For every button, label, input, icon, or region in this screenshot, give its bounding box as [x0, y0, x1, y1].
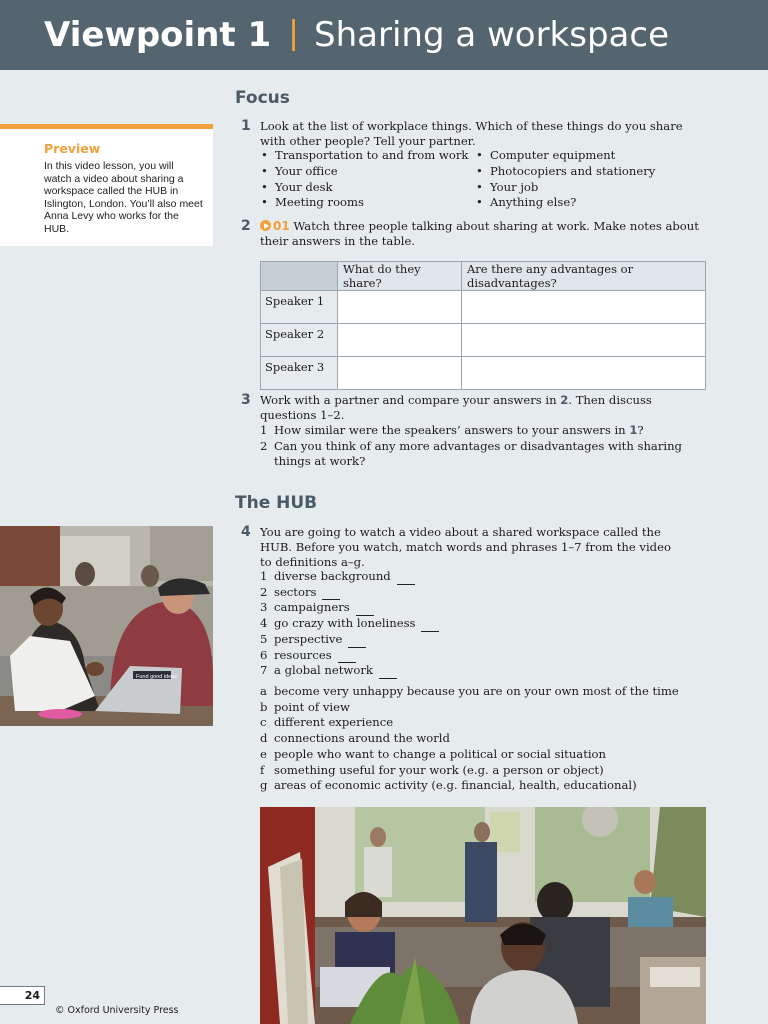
- list-item: • Computer equipment: [476, 148, 655, 164]
- list-item: [260, 632, 439, 648]
- item-number: 4: [260, 616, 268, 631]
- question-end: ?: [637, 423, 644, 437]
- item-letter: c: [260, 715, 267, 730]
- list-item: [260, 616, 439, 632]
- unit-header: [0, 0, 768, 70]
- list-item: [260, 569, 439, 585]
- item-number: 6: [260, 647, 268, 662]
- answer-cell[interactable]: [462, 357, 706, 390]
- item-text: resources: [274, 647, 332, 662]
- item-number: 3: [260, 600, 268, 615]
- page-number: 24: [0, 986, 45, 1005]
- exercise-3-text: Work with a partner and compare your answers in: [260, 393, 561, 407]
- item-text: point of view: [274, 699, 350, 714]
- list-item: • Anything else?: [476, 195, 655, 211]
- answer-cell[interactable]: [462, 291, 706, 324]
- exercise-4-number: 4: [241, 524, 251, 540]
- table-header: Are there any advantages or disadvantages?: [462, 262, 706, 291]
- answer-blank[interactable]: [397, 569, 415, 585]
- exercise-2-text: Watch three people talking about sharing at work. Make notes about their answers in the table.: [260, 219, 699, 248]
- exercise-reference: 1: [629, 423, 638, 437]
- item-letter: a: [260, 684, 267, 698]
- exercise-1-instructions: [260, 119, 710, 149]
- exercise-3-number: 3: [241, 392, 251, 408]
- list-item: [260, 439, 710, 470]
- list-item: [260, 700, 679, 716]
- list-item: [260, 747, 679, 763]
- item-letter: f: [260, 762, 265, 777]
- exercise-3-text-end: . Then discuss questions 1–2.: [260, 393, 652, 422]
- table-row: [261, 291, 706, 324]
- item-text: areas of economic activity (e.g. financial, health, educational): [274, 778, 637, 793]
- item-text: perspective: [274, 631, 343, 646]
- answer-blank[interactable]: [356, 600, 374, 616]
- exercise-2-instructions: [260, 219, 710, 249]
- publisher-credit: © Oxford University Press: [55, 1005, 179, 1016]
- item-text: become very unhappy because you are on your own most of the time: [274, 684, 679, 698]
- exercise-reference: 2: [560, 393, 569, 407]
- question-text: How similar were the speakers’ answers to your answers in: [274, 423, 630, 437]
- exercise-2-number: 2: [241, 218, 251, 234]
- answer-blank[interactable]: [348, 632, 366, 648]
- item-text: different experience: [274, 715, 394, 730]
- list-item: [260, 731, 679, 747]
- list-item: • Transportation to and from work: [261, 148, 468, 164]
- item-text: go crazy with loneliness: [274, 616, 416, 631]
- item-letter: b: [260, 699, 268, 714]
- item-text: campaigners: [274, 600, 350, 615]
- item-text: connections around the world: [274, 731, 450, 746]
- exercise-3-questions: [260, 423, 710, 470]
- list-item: • Photocopiers and stationery: [476, 164, 655, 180]
- item-number: 5: [260, 631, 268, 646]
- list-item: [260, 648, 439, 664]
- list-item: [260, 763, 679, 779]
- notes-table: [260, 261, 706, 390]
- item-letter: d: [260, 731, 268, 746]
- table-row: [261, 357, 706, 390]
- exercise-1-text: Look at the list of workplace things. Which of these things do you share with other people? Tell your partner.: [260, 119, 683, 148]
- answer-cell[interactable]: [338, 357, 462, 390]
- list-item: [260, 715, 679, 731]
- preview-box: [0, 124, 213, 246]
- focus-heading: Focus: [235, 88, 290, 108]
- exercise-4-text: You are going to watch a video about a shared workspace called the HUB. Before you watch, match words and phrases 1–7 from the video to definitions a–g.: [260, 525, 671, 569]
- item-number: 2: [260, 584, 268, 599]
- laptop-sticker: Fund good ideas: [136, 674, 177, 680]
- answer-blank[interactable]: [322, 585, 340, 601]
- preview-heading: Preview: [44, 141, 101, 156]
- table-header: What do they share?: [338, 262, 462, 291]
- speaker-label: Speaker 1: [261, 291, 338, 324]
- table-row: [261, 324, 706, 357]
- list-item: [260, 585, 439, 601]
- list-item: [260, 663, 439, 679]
- answer-cell[interactable]: [462, 324, 706, 357]
- answer-blank[interactable]: [421, 616, 439, 632]
- item-number: 1: [260, 569, 268, 583]
- audio-play-icon[interactable]: [260, 220, 271, 231]
- item-letter: e: [260, 746, 267, 761]
- exercise-1-list-left: [261, 148, 468, 211]
- item-number: 7: [260, 663, 268, 678]
- header-divider: |: [289, 13, 298, 52]
- answer-cell[interactable]: [338, 324, 462, 357]
- item-text: a global network: [274, 663, 373, 678]
- list-item: • Your office: [261, 164, 468, 180]
- workspace-photo-2: [260, 807, 706, 1024]
- list-item: • Your desk: [261, 180, 468, 196]
- exercise-1-list-right: [476, 148, 655, 211]
- answer-blank[interactable]: [379, 663, 397, 679]
- item-text: diverse background: [274, 569, 391, 583]
- question-number: 1: [260, 423, 268, 437]
- answer-blank[interactable]: [338, 648, 356, 664]
- speaker-label: Speaker 3: [261, 357, 338, 390]
- item-text: people who want to change a political or social situation: [274, 746, 607, 761]
- exercise-4-instructions: [260, 525, 680, 570]
- list-item: [260, 423, 710, 439]
- item-letter: g: [260, 778, 268, 793]
- unit-title: Sharing a workspace: [314, 15, 669, 55]
- question-number: 2: [260, 438, 268, 453]
- question-text: Can you think of any more advantages or disadvantages with sharing things at work?: [274, 438, 682, 469]
- exercise-3-instructions: [260, 393, 710, 423]
- list-item: [260, 600, 439, 616]
- answer-cell[interactable]: [338, 291, 462, 324]
- item-text: sectors: [274, 584, 317, 599]
- list-item: • Meeting rooms: [261, 195, 468, 211]
- exercise-1-number: 1: [241, 118, 251, 134]
- unit-number: Viewpoint 1: [44, 15, 272, 55]
- list-item: [260, 684, 679, 700]
- preview-text: In this video lesson, you will watch a video about sharing a workspace called the HUB in Islington, London. You’ll also meet Anna Levy who works for the HUB.: [44, 160, 203, 235]
- list-item: [260, 778, 679, 794]
- list-item: • Your job: [476, 180, 655, 196]
- vocabulary-words: [260, 569, 439, 679]
- vocabulary-definitions: [260, 684, 679, 794]
- speaker-label: Speaker 2: [261, 324, 338, 357]
- table-corner-cell: [261, 262, 338, 291]
- audio-track-number: 01: [273, 219, 290, 233]
- workspace-photo-1: [0, 526, 213, 726]
- item-text: something useful for your work (e.g. a person or object): [274, 762, 604, 777]
- hub-heading: The HUB: [235, 493, 318, 513]
